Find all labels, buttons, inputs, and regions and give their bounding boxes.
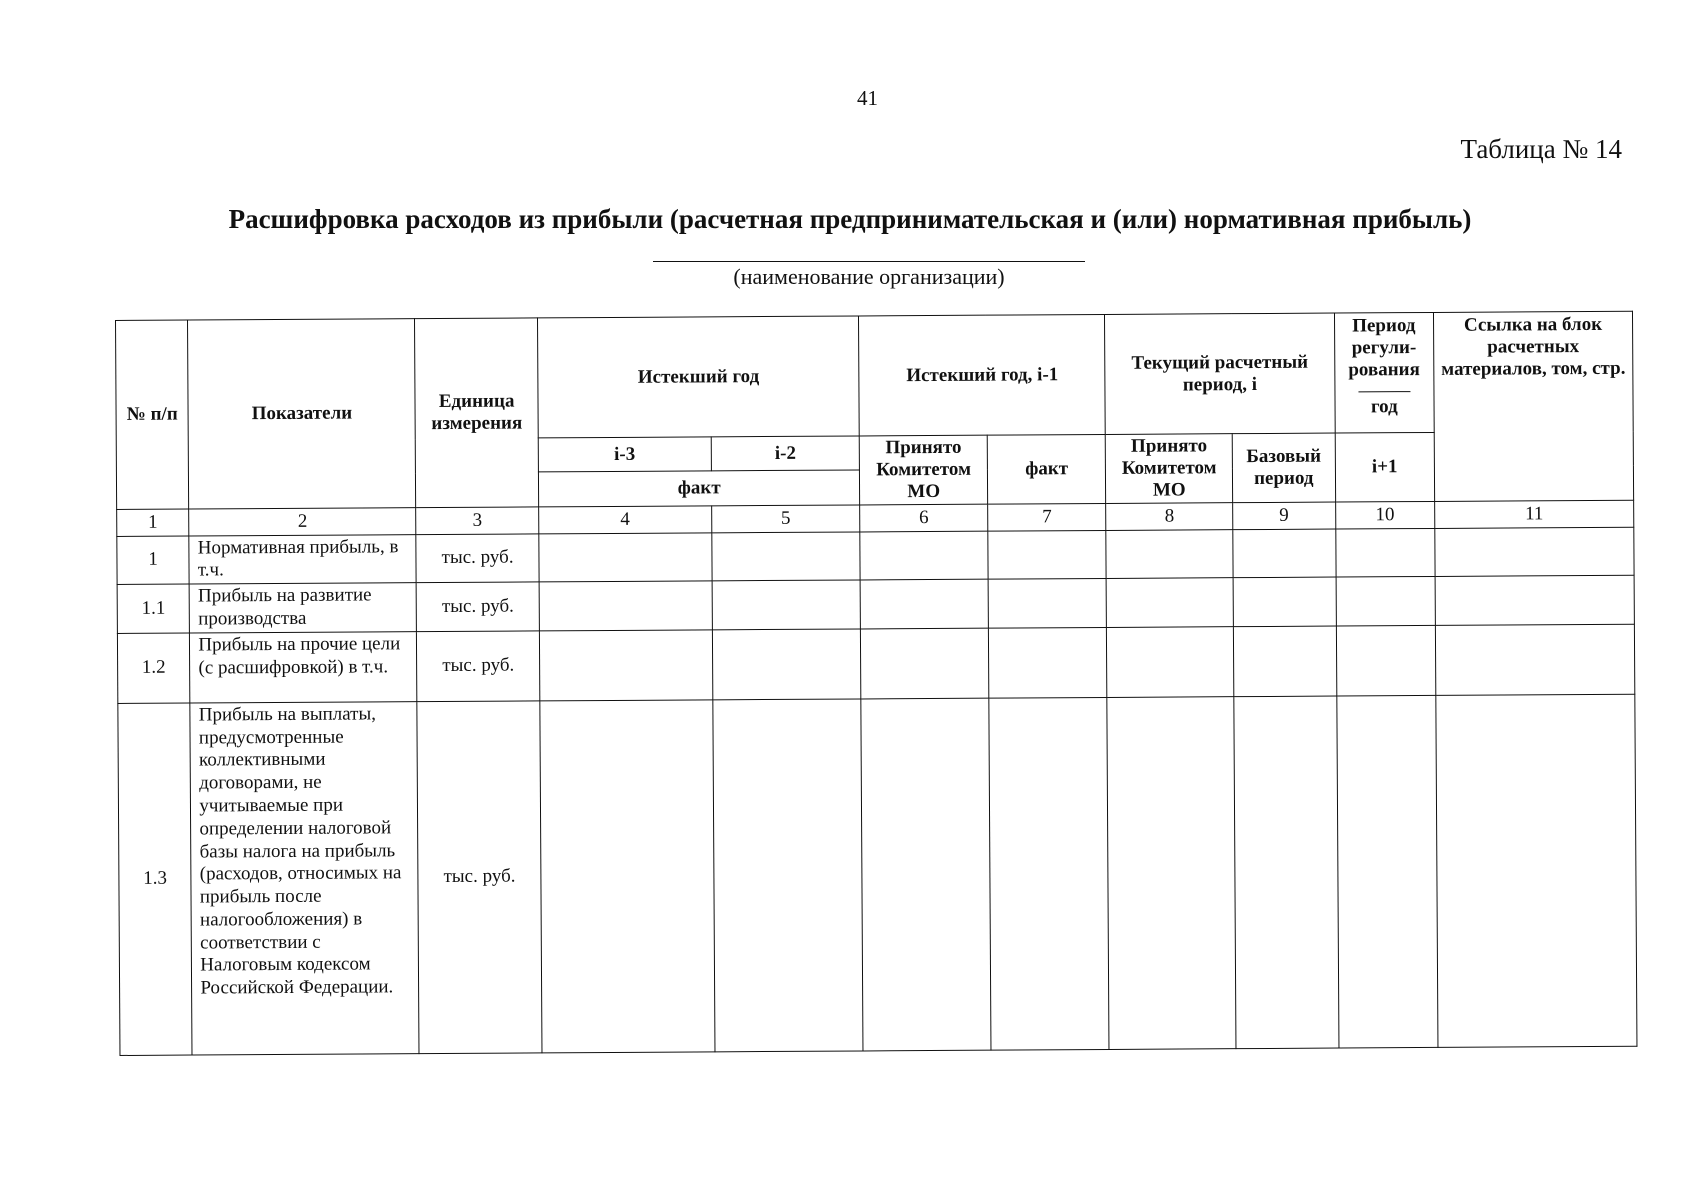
cell-empty [1436, 694, 1637, 1047]
header-num: № п/п [116, 320, 189, 509]
cell-empty [861, 628, 989, 699]
cell-empty [1233, 626, 1336, 697]
cell-empty [861, 698, 991, 1051]
cell-empty [1335, 528, 1435, 577]
table-label: Таблица № 14 [1460, 134, 1622, 164]
header-i2: i-2 [711, 436, 860, 471]
cell-empty [988, 579, 1107, 628]
col-number: 4 [539, 505, 712, 533]
cell-empty [1233, 529, 1336, 578]
header-base-period: Базовый период [1232, 433, 1335, 502]
profit-expenses-table [115, 311, 1637, 1056]
col-number: 9 [1233, 502, 1336, 530]
cell-empty [1435, 575, 1634, 625]
cell-empty [989, 697, 1110, 1050]
row-indicator: Прибыль на развитие производства [189, 583, 416, 633]
cell-empty [713, 699, 864, 1052]
header-regulation-period [1334, 312, 1434, 433]
header-fact: факт [538, 470, 860, 506]
row-unit: тыс. руб. [416, 582, 539, 631]
row-num: 1 [117, 536, 190, 585]
cell-empty [1336, 577, 1436, 626]
header-i3: i-3 [538, 437, 711, 472]
cell-empty [988, 627, 1107, 698]
cell-empty [539, 532, 712, 582]
cell-empty [1106, 529, 1233, 578]
row-num: 1.2 [117, 633, 190, 703]
row-unit: тыс. руб. [417, 631, 540, 702]
cell-empty [712, 629, 861, 700]
col-number: 6 [860, 504, 988, 532]
cell-empty [860, 531, 988, 580]
cell-empty [1233, 577, 1336, 626]
cell-empty [540, 700, 715, 1053]
cell-empty [988, 530, 1107, 579]
cell-empty [1336, 625, 1436, 696]
organization-name-line [653, 261, 1085, 262]
col-number: 2 [189, 507, 416, 535]
cell-empty [1435, 527, 1634, 577]
header-accepted-committee-2: Принято Комитетом МО [1106, 434, 1233, 503]
regulation-year-label: год [1370, 395, 1398, 417]
cell-empty [860, 579, 988, 628]
row-indicator: Прибыль на выплаты, предусмотренные коллективными договорами, не учитываемые при определении налоговой базы налога на прибыль (расходов, относимых на прибыль после налогообложения) в соответствии с Налоговым кодексом Российской Федерации. [190, 701, 419, 1054]
cell-empty [712, 580, 861, 630]
cell-empty [539, 630, 712, 701]
col-number: 5 [711, 504, 860, 532]
cell-empty [1107, 696, 1236, 1049]
row-unit: тыс. руб. [416, 533, 539, 582]
col-number: 10 [1335, 501, 1435, 529]
page-number: 41 [857, 86, 878, 110]
cell-empty [1107, 578, 1234, 627]
col-number: 11 [1435, 500, 1634, 528]
row-indicator: Нормативная прибыль, в т.ч. [189, 534, 416, 584]
col-number: 1 [117, 509, 189, 536]
col-number: 3 [416, 506, 539, 534]
document-title: Расшифровка расходов из прибыли (расчетная предпринимательская и (или) нормативная прибыль) [228, 204, 1472, 234]
table-row [117, 624, 1634, 703]
row-num: 1.3 [118, 703, 192, 1055]
table-row [118, 694, 1637, 1055]
regulation-year-blank [1358, 391, 1410, 392]
col-number: 8 [1106, 502, 1233, 530]
cell-empty [712, 531, 861, 581]
header-past-year: Истекший год [537, 316, 859, 438]
header-i-plus-1: i+1 [1335, 432, 1435, 501]
cell-empty [1336, 695, 1438, 1048]
header-current-period: Текущий расчетный период, i [1105, 313, 1335, 434]
row-num: 1.1 [117, 584, 190, 633]
header-accepted-committee: Принято Комитетом МО [860, 435, 988, 504]
regulation-period-label: Период регули-рования [1348, 315, 1420, 381]
header-unit: Единица измерения [415, 318, 539, 507]
cell-empty [1234, 696, 1339, 1049]
header-indicator: Показатели [188, 319, 416, 509]
cell-empty [1435, 624, 1634, 695]
organization-caption: (наименование организации) [733, 264, 1005, 289]
cell-empty [1107, 626, 1234, 697]
header-fact-col7: факт [987, 434, 1106, 503]
header-past-year-i1: Истекший год, i-1 [859, 314, 1106, 436]
row-indicator: Прибыль на прочие цели (с расшифровкой) в т.ч. [190, 631, 417, 702]
row-unit: тыс. руб. [417, 701, 542, 1054]
cell-empty [539, 581, 712, 631]
header-reference: Ссылка на блок расчетных материалов, том, стр. [1433, 311, 1633, 501]
col-number: 7 [988, 503, 1107, 531]
